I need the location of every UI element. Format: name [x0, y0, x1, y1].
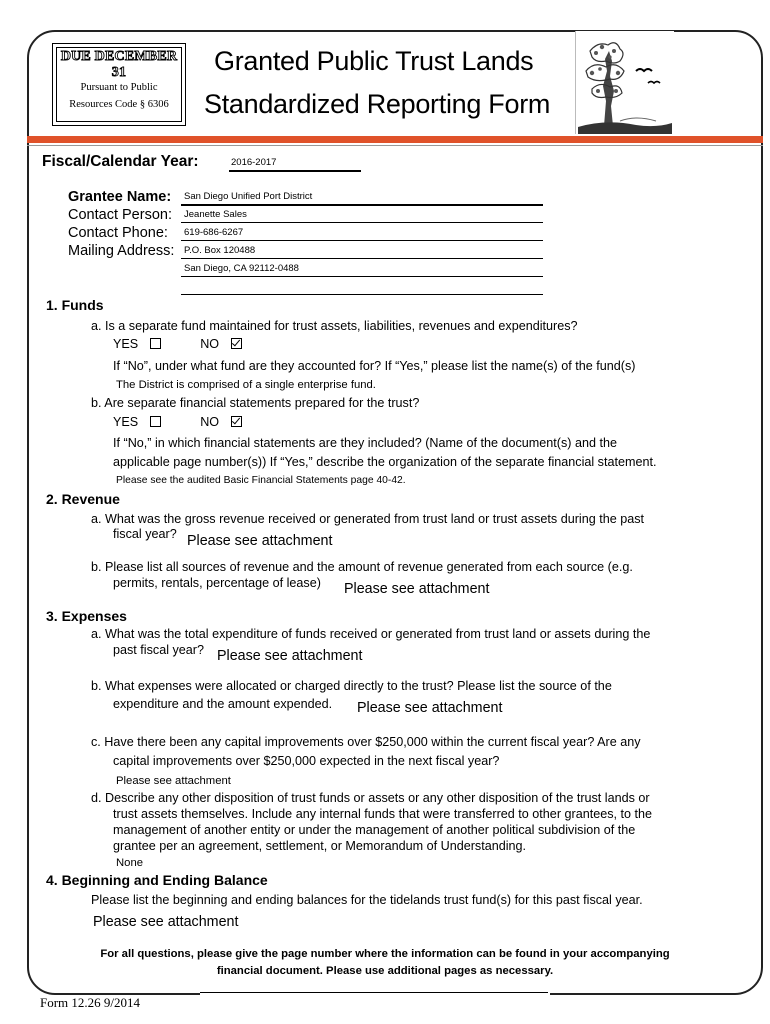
footer-rule: [200, 992, 548, 993]
due-date-box: [52, 43, 186, 126]
grantee-name-value[interactable]: San Diego Unified Port District: [184, 191, 313, 202]
expenses-a-question-2: past fiscal year?: [113, 643, 204, 657]
funds-b-yes-label: YES: [113, 415, 139, 429]
expenses-d-question-2: trust assets themselves. Include any internal funds that were transferred to other grantees, to the: [113, 807, 653, 821]
funds-a-yes-checkbox[interactable]: [150, 338, 161, 349]
due-date-sub2: Resources Code § 6306: [69, 99, 169, 110]
funds-a-question: a. Is a separate fund maintained for trust assets, liabilities, revenues and expenditures?: [91, 319, 578, 333]
balance-answer[interactable]: Please see attachment: [93, 914, 239, 930]
due-date-title: DUE DECEMBER 31: [60, 49, 178, 80]
funds-a-options: [113, 335, 242, 353]
footer-note-1: For all questions, please give the page number where the information can be found in your accompanying: [100, 948, 670, 960]
revenue-b-answer[interactable]: Please see attachment: [344, 581, 490, 597]
revenue-a-question-1: a. What was the gross revenue received or generated from trust land or trust assets during the past: [91, 512, 645, 526]
balance-heading: 4. Beginning and Ending Balance: [46, 872, 268, 888]
fiscal-year-value[interactable]: 2016-2017: [231, 157, 277, 168]
expenses-c-answer[interactable]: Please see attachment: [116, 775, 231, 787]
funds-a-answer[interactable]: The District is comprised of a single enterprise fund.: [116, 379, 376, 391]
funds-b-no-checkbox[interactable]: [231, 416, 242, 427]
expenses-a-question-1: a. What was the total expenditure of funds received or generated from trust land or assets during the: [91, 627, 651, 641]
expenses-b-question-1: b. What expenses were allocated or charged directly to the trust? Please list the source of the: [91, 679, 612, 693]
contact-person-label: Contact Person:: [68, 207, 172, 223]
expenses-c-question-1: c. Have there been any capital improvements over $250,000 within the current fiscal year? Are any: [91, 735, 641, 749]
funds-b-answer[interactable]: Please see the audited Basic Financial Statements page 40-42.: [116, 475, 406, 486]
funds-b-no-label: NO: [200, 415, 220, 429]
fiscal-year-label: Fiscal/Calendar Year:: [42, 153, 199, 170]
expenses-a-answer[interactable]: Please see attachment: [217, 648, 363, 664]
funds-a-no-checkbox[interactable]: [231, 338, 242, 349]
mailing-address-underline1: [181, 258, 543, 259]
expenses-d-question-4: grantee per an agreement, settlement, or Memorandum of Understanding.: [113, 839, 527, 853]
expenses-c-question-2: capital improvements over $250,000 expected in the next fiscal year?: [113, 754, 500, 768]
mailing-address-label: Mailing Address:: [68, 243, 175, 259]
fiscal-year-underline: [229, 170, 361, 172]
funds-a-yes-label: YES: [113, 337, 139, 351]
revenue-a-answer[interactable]: Please see attachment: [187, 533, 333, 549]
mailing-address-line1[interactable]: P.O. Box 120488: [184, 245, 256, 256]
form-title-line1: Granted Public Trust Lands: [214, 46, 534, 76]
expenses-d-question-3: management of another entity or under the management of another political subdivision of the: [113, 823, 636, 837]
form-title-line2: Standardized Reporting Form: [204, 89, 551, 119]
form-identifier: Form 12.26 9/2014: [40, 995, 141, 1010]
contact-phone-label: Contact Phone:: [68, 225, 168, 241]
funds-b-yes-checkbox[interactable]: [150, 416, 161, 427]
contact-phone-value[interactable]: 619-686-6267: [184, 227, 244, 238]
expenses-d-question-1: d. Describe any other disposition of trust funds or assets or any other disposition of the trust lands or: [91, 791, 650, 805]
contact-person-underline: [181, 222, 543, 223]
funds-b-followup-1: If “No,” in which financial statements are they included? (Name of the document(s) and the: [113, 436, 618, 450]
header-rule: [27, 145, 763, 146]
due-date-sub1: Pursuant to Public: [80, 82, 158, 93]
revenue-a-question-2: fiscal year?: [113, 527, 177, 541]
grantee-name-underline: [181, 204, 543, 206]
balance-question: Please list the beginning and ending balances for the tidelands trust fund(s) for this past fiscal year.: [91, 893, 643, 907]
contact-phone-underline: [181, 240, 543, 241]
funds-heading: 1. Funds: [46, 297, 104, 313]
funds-b-options: [113, 413, 242, 431]
revenue-b-question-2: permits, rentals, percentage of lease): [113, 576, 321, 590]
tree-and-birds-logo-icon: [575, 31, 674, 134]
contact-person-value[interactable]: Jeanette Sales: [184, 209, 247, 220]
revenue-heading: 2. Revenue: [46, 491, 120, 507]
funds-b-question: b. Are separate financial statements prepared for the trust?: [91, 396, 420, 410]
expenses-b-answer[interactable]: Please see attachment: [357, 700, 503, 716]
funds-b-followup-2: applicable page number(s)) If “Yes,” describe the organization of the separate financial statement.: [113, 455, 657, 469]
expenses-b-question-2: expenditure and the amount expended.: [113, 697, 333, 711]
grantee-name-label: Grantee Name:: [68, 189, 172, 205]
expenses-d-answer[interactable]: None: [116, 857, 144, 869]
mailing-address-underline3: [181, 294, 543, 295]
funds-a-no-label: NO: [200, 337, 220, 351]
mailing-address-underline2: [181, 276, 543, 277]
mailing-address-line2[interactable]: San Diego, CA 92112-0488: [184, 263, 299, 274]
header-accent-bar: [27, 136, 763, 143]
footer-note-2: financial document. Please use additional pages as necessary.: [216, 965, 554, 977]
expenses-heading: 3. Expenses: [46, 608, 127, 624]
funds-a-followup: If “No”, under what fund are they accounted for? If “Yes,” please list the name(s) of the fund(s): [113, 359, 636, 373]
revenue-b-question-1: b. Please list all sources of revenue and the amount of revenue generated from each source (e.g.: [91, 560, 633, 574]
